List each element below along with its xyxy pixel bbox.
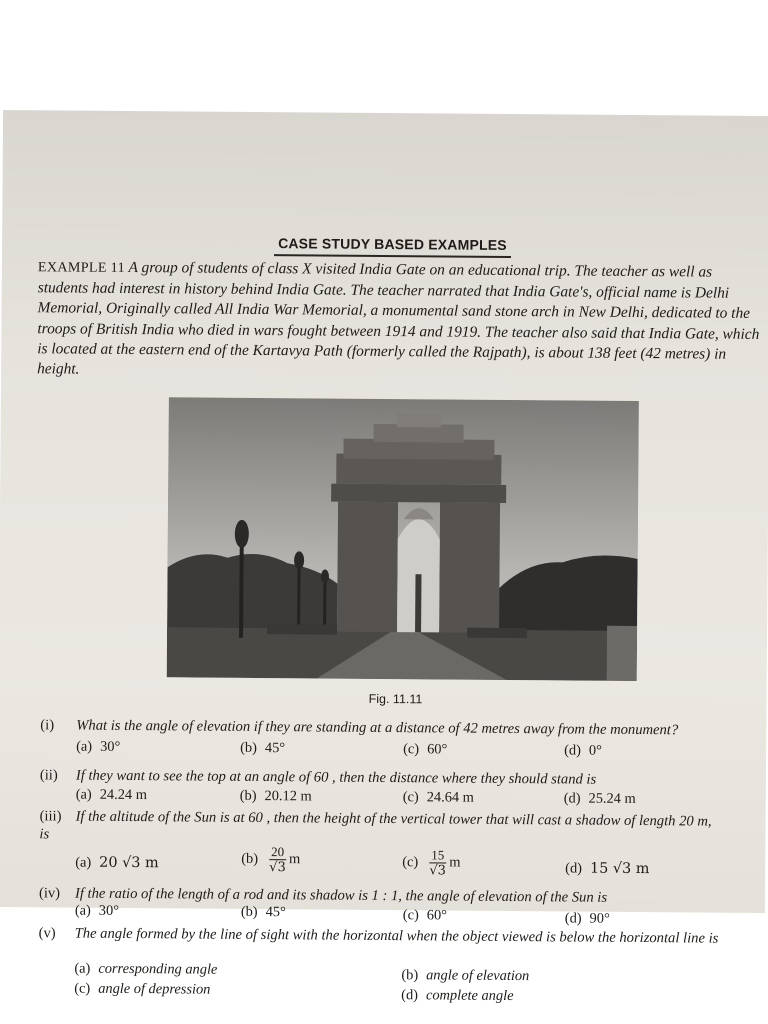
question-number: (iii)	[39, 808, 62, 825]
option-c: (c) 60°	[403, 741, 448, 758]
option-a: (a) 20 √3 m	[75, 854, 159, 872]
question-iv	[39, 884, 763, 908]
question-text: If the altitude of the Sun is at 60 , then the height of the vertical tower that will cast a shadow of length 20 m, is	[39, 808, 712, 843]
question-number: (v)	[38, 925, 56, 942]
option-d: (d) 90°	[564, 910, 610, 927]
option-b: (b) angle of elevation	[401, 967, 530, 985]
option-a: (a) corresponding angle	[74, 960, 218, 978]
question-number: (ii)	[39, 767, 58, 784]
example-label: EXAMPLE 11	[37, 260, 126, 276]
option-c: (c) 24.64 m	[402, 789, 474, 806]
option-b: (b) 45°	[240, 739, 286, 757]
option-d: (d) 0°	[564, 742, 602, 759]
textbook-page	[0, 110, 768, 1005]
question-iii	[39, 807, 723, 848]
figure-caption: Fig. 11.11	[368, 691, 423, 707]
option-a: (a) 30°	[74, 902, 120, 919]
question-v	[39, 924, 729, 947]
option-b: (b) 20.12 m	[239, 787, 312, 805]
option-b: (b) $\frac{20}{√3}$ m	[241, 844, 301, 876]
india-gate-photo	[167, 397, 639, 681]
question-ii	[40, 766, 764, 790]
fraction: $\frac{15}{√3}$	[429, 847, 447, 879]
question-number: (i)	[40, 717, 55, 734]
option-c: (c) $\frac{15}{√3}$ m	[402, 847, 461, 879]
question-text: The angle formed by the line of sight with the horizontal when the object viewed is below the horizontal line is	[74, 925, 719, 947]
option-a: (a) 30°	[76, 738, 121, 755]
option-a: (a) 24.24 m	[75, 786, 147, 804]
question-number: (iv)	[38, 885, 61, 902]
question-text: If the ratio of the length of a rod and its shadow is 1 : 1, the angle of elevation of the Sun is	[74, 885, 608, 906]
question-i	[40, 716, 764, 740]
question-text: If they want to see the top at an angle of 60 , then the distance where they should stand is	[75, 767, 597, 788]
option-c: (c) 60°	[402, 907, 448, 924]
option-b: (b) 45°	[240, 903, 286, 921]
option-d: (d) 25.24 m	[563, 790, 636, 807]
section-heading: CASE STUDY BASED EXAMPLES	[274, 232, 511, 258]
fraction: $\frac{20}{√3}$	[269, 844, 286, 876]
option-d: (d) 15 √3 m	[565, 860, 650, 878]
option-c: (c) angle of depression	[74, 980, 211, 998]
question-text: What is the angle of elevation if they are standing at a distance of 42 metres away from the monument?	[76, 717, 679, 739]
example-text: A group of students of class X visited India Gate on an educational trip. The teacher as well as students had interest in history behind India Gate. The teacher narrated that India Gate's, official name is Delhi Memorial, Originally called All India War Memorial, a monumental sand stone arch in New Delhi, dedicated to the troops of British India who died in wars fought between 1914 and 1919. The teacher also said that India Gate, which is located at the eastern end of the Kartavya Path (formerly called the Rajpath), is about 138 feet (42 metres) in height.	[37, 258, 760, 378]
example-paragraph	[37, 257, 760, 385]
option-d: (d) complete angle	[401, 987, 514, 1005]
